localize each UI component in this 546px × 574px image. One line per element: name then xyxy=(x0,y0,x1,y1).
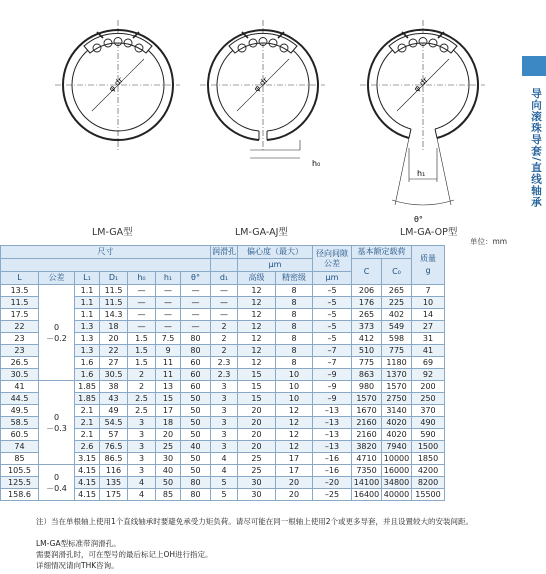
table-cell: 590 xyxy=(412,429,445,441)
table-cell: 2.6 xyxy=(75,441,100,453)
table-cell: 15 xyxy=(238,369,276,381)
table-cell: 1500 xyxy=(412,441,445,453)
table-cell: 3140 xyxy=(382,405,412,417)
table-cell: 12 xyxy=(238,333,276,345)
table-cell: 20 xyxy=(276,477,313,489)
table-cell: 12 xyxy=(276,417,313,429)
table-cell: 20 xyxy=(238,441,276,453)
table-cell: — xyxy=(181,309,211,321)
table-cell: 1.3 xyxy=(75,333,100,345)
table-cell: 4020 xyxy=(382,429,412,441)
table-cell: 1.1 xyxy=(75,297,100,309)
table-cell: 11.5 xyxy=(100,297,128,309)
table-cell: 200 xyxy=(412,381,445,393)
table-cell: 598 xyxy=(382,333,412,345)
table-cell: 1.5 xyxy=(128,345,156,357)
table-cell: 510 xyxy=(352,345,382,357)
table-cell: 490 xyxy=(412,417,445,429)
table-cell: 2.1 xyxy=(75,405,100,417)
table-cell: 57 xyxy=(100,429,128,441)
table-cell: 4710 xyxy=(352,453,382,465)
table-cell: 2750 xyxy=(382,393,412,405)
table-cell: –13 xyxy=(313,417,352,429)
table-cell: 13.5 xyxy=(1,285,39,297)
table-cell: — xyxy=(128,309,156,321)
table-cell: 25 xyxy=(238,465,276,477)
table-cell: 1.1 xyxy=(75,285,100,297)
table-cell: 74 xyxy=(1,441,39,453)
table-cell: 23 xyxy=(1,333,39,345)
table-cell: 9 xyxy=(156,345,181,357)
table-cell: 1370 xyxy=(382,369,412,381)
table-cell: 44.5 xyxy=(1,393,39,405)
table-cell: 2160 xyxy=(352,417,382,429)
table-cell: 3 xyxy=(211,393,238,405)
table-cell: 4.15 xyxy=(75,477,100,489)
spec-table-body xyxy=(1,285,445,501)
table-cell: 60 xyxy=(181,369,211,381)
section-tab-marker xyxy=(522,56,546,76)
table-cell: 49.5 xyxy=(1,405,39,417)
table-cell: 125.5 xyxy=(1,477,39,489)
table-cell: 3 xyxy=(128,441,156,453)
header-dimensions: 尺寸 xyxy=(1,246,211,259)
table-cell: 2.3 xyxy=(211,357,238,369)
diagram-lm-ga xyxy=(55,20,180,150)
table-cell: 12 xyxy=(276,429,313,441)
table-cell: 13 xyxy=(156,381,181,393)
table-cell: 49 xyxy=(100,405,128,417)
table-cell: 40 xyxy=(156,465,181,477)
diagram-theta-label: θ° xyxy=(414,215,423,224)
svg-text:φ dr: φ dr xyxy=(412,75,430,94)
table-cell: 1.6 xyxy=(75,369,100,381)
table-cell: 265 xyxy=(352,309,382,321)
table-cell: 14100 xyxy=(352,477,382,489)
table-cell: 2.5 xyxy=(128,405,156,417)
table-cell: 8 xyxy=(276,309,313,321)
table-cell: — xyxy=(156,321,181,333)
table-cell: 60 xyxy=(181,381,211,393)
table-cell: 25 xyxy=(156,441,181,453)
table-cell: 41 xyxy=(412,345,445,357)
header-clearance: 径向间隙公差 xyxy=(313,246,352,272)
table-cell: 2.1 xyxy=(75,429,100,441)
table-cell: 116 xyxy=(100,465,128,477)
table-cell: 863 xyxy=(352,369,382,381)
table-cell: 86.5 xyxy=(100,453,128,465)
side-title: 导向滚珠导套/直线轴承 xyxy=(530,88,542,208)
table-cell: 175 xyxy=(100,489,128,501)
table-cell: 3 xyxy=(211,417,238,429)
table-cell: 30.5 xyxy=(1,369,39,381)
diagram-h0-label: h₀ xyxy=(312,159,321,168)
table-cell: 2 xyxy=(128,369,156,381)
spec-table: 尺寸 润滑孔 偏心度（最大） 径向间隙公差 基本额定载荷 质量 g μm C C₀ L 公差 L₁ D₁ h₀ h₁ θ° d₁ 高级 精密级 μm 13.5 0 －0.2 1.1 11.5 — — — — 12 8 –5 206 265 7 11.5 1.1 11.5 — — — — 12 8 –5 176 225 10 17.5 1.1 14.3 — — — — 12 8 –5 265 402 14 22 1.3 18 — — — 2 12 8 –5 373 549 27 23 1.3 20 1.5 7.5 80 2 12 8 –5 412 598 31 23 1.3 22 1.5 9 80 2 12 8 –7 510 775 41 26.5 1.6 27 1.5 11 60 2.3 12 8 –7 775 1180 69 30.5 1.6 30.5 2 11 60 2.3 15 10 –9 863 1370 92 41 0 －0.3 1.85 38 2 13 60 3 15 10 –9 980 1570 200 44.5 1.85 43 2.5 15 50 3 15 10 –9 1570 2750 250 49.5 2.1 49 2.5 17 50 3 20 12 –13 1670 3140 370 58.5 2.1 54.5 3 18 50 3 20 12 –13 2160 4020 490 60.5 2.1 57 3 20 50 3 20 12 –13 2160 4020 590 74 2.6 76.5 3 25 40 3 20 12 –13 3820 7940 1500 85 3.15 86.5 3 30 50 4 25 17 –16 4710 10000 1850 105.5 0 －0.4 4.15 116 3 40 50 4 25 17 –16 7350 16000 4200 125.5 4.15 135 4 50 80 5 30 20 –20 14100 34800 8200 158.6 4.15 175 4 85 80 5 30 20 –25 16400 40000 15500 xyxy=(0,245,445,501)
table-cell: — xyxy=(156,309,181,321)
table-cell: 250 xyxy=(412,393,445,405)
table-cell: 12 xyxy=(238,321,276,333)
table-cell: 10 xyxy=(276,369,313,381)
table-cell: 30 xyxy=(238,477,276,489)
table-cell: 26.5 xyxy=(1,357,39,369)
table-cell: 80 xyxy=(181,477,211,489)
table-cell: –13 xyxy=(313,429,352,441)
table-cell: –7 xyxy=(313,357,352,369)
table-cell: 20 xyxy=(238,417,276,429)
table-cell: 8200 xyxy=(412,477,445,489)
table-cell: 22 xyxy=(1,321,39,333)
table-cell: 50 xyxy=(181,405,211,417)
table-cell: — xyxy=(128,297,156,309)
table-cell: 3 xyxy=(128,465,156,477)
table-cell: 41 xyxy=(1,381,39,393)
table-cell: 158.6 xyxy=(1,489,39,501)
table-cell: 3 xyxy=(128,429,156,441)
table-cell: 412 xyxy=(352,333,382,345)
table-cell: 12 xyxy=(238,345,276,357)
header-eccentricity: 偏心度（最大） xyxy=(238,246,313,259)
table-cell: — xyxy=(181,285,211,297)
table-cell: 7 xyxy=(412,285,445,297)
header-load-rating: 基本额定载荷 xyxy=(352,246,412,259)
table-cell: 4.15 xyxy=(75,489,100,501)
table-cell: 80 xyxy=(181,333,211,345)
note-1: LM-GA型标准带润滑孔。 xyxy=(36,539,121,548)
header-lube-hole: 润滑孔 xyxy=(211,246,238,259)
table-cell: 54.5 xyxy=(100,417,128,429)
diagram-lm-ga-aj xyxy=(200,20,325,168)
header-clearance-unit: μm xyxy=(313,272,352,285)
table-cell: 3820 xyxy=(352,441,382,453)
table-cell: 17 xyxy=(276,465,313,477)
table-cell: 8 xyxy=(276,345,313,357)
table-cell: 1570 xyxy=(382,381,412,393)
table-cell: 7350 xyxy=(352,465,382,477)
table-cell: –13 xyxy=(313,405,352,417)
table-cell: 22 xyxy=(100,345,128,357)
table-cell: 1.5 xyxy=(128,333,156,345)
table-cell: 20 xyxy=(238,429,276,441)
table-cell: 16000 xyxy=(382,465,412,477)
table-cell: — xyxy=(128,321,156,333)
table-cell: 4020 xyxy=(382,417,412,429)
note-0: 注）当在单根轴上使用1个直线轴承时要避免承受力矩负荷。请尽可能在同一根轴上使用2个或更多导套，并且设置较大的安装间距。 xyxy=(36,517,474,526)
caption-lm-ga-aj: LM-GA-AJ型 xyxy=(235,227,288,238)
table-cell: 206 xyxy=(352,285,382,297)
table-cell: 25 xyxy=(238,453,276,465)
note-2: 需要润滑孔时，可在型号的最后标记上OH进行指定。 xyxy=(36,550,213,559)
header-ecc-unit: μm xyxy=(238,259,313,272)
table-cell: 8 xyxy=(276,357,313,369)
diagram-lm-ga-op xyxy=(360,20,485,224)
table-cell: 12 xyxy=(238,357,276,369)
table-cell: 58.5 xyxy=(1,417,39,429)
table-cell: 8 xyxy=(276,285,313,297)
table-cell: 34800 xyxy=(382,477,412,489)
table-cell: 105.5 xyxy=(1,465,39,477)
table-cell: 11.5 xyxy=(100,285,128,297)
table-cell: 76.5 xyxy=(100,441,128,453)
table-cell: 92 xyxy=(412,369,445,381)
table-cell: 10000 xyxy=(382,453,412,465)
table-cell: — xyxy=(156,297,181,309)
table-cell: 38 xyxy=(100,381,128,393)
table-cell: 50 xyxy=(181,429,211,441)
table-cell: 373 xyxy=(352,321,382,333)
table-cell: — xyxy=(211,309,238,321)
table-cell: 50 xyxy=(181,465,211,477)
table-cell: 30 xyxy=(238,489,276,501)
table-cell: 18 xyxy=(100,321,128,333)
table-cell: –9 xyxy=(313,381,352,393)
table-cell: 8 xyxy=(276,333,313,345)
table-cell: 1.85 xyxy=(75,381,100,393)
unit-label: 单位：mm xyxy=(470,237,508,246)
diagram-h1-label: h₁ xyxy=(417,169,426,178)
tolerance-cell: 0 －0.3 xyxy=(39,381,75,465)
table-cell: 1.3 xyxy=(75,321,100,333)
table-cell: 80 xyxy=(181,345,211,357)
table-cell: 402 xyxy=(382,309,412,321)
table-cell: 60 xyxy=(181,357,211,369)
table-cell: –9 xyxy=(313,369,352,381)
table-cell: 2 xyxy=(128,381,156,393)
table-cell: 27 xyxy=(412,321,445,333)
table-cell: 11.5 xyxy=(1,297,39,309)
table-cell: 4 xyxy=(128,489,156,501)
table-cell: 4.15 xyxy=(75,465,100,477)
table-cell: 10 xyxy=(276,381,313,393)
table-cell: — xyxy=(181,321,211,333)
table-cell: 27 xyxy=(100,357,128,369)
table-cell: 20 xyxy=(276,489,313,501)
table-cell: — xyxy=(181,297,211,309)
svg-text:φ dr: φ dr xyxy=(252,75,270,94)
table-cell: 10 xyxy=(276,393,313,405)
table-cell: 7.5 xyxy=(156,333,181,345)
table-cell: 3 xyxy=(211,441,238,453)
table-cell: 2 xyxy=(211,345,238,357)
table-cell: 980 xyxy=(352,381,382,393)
table-cell: –20 xyxy=(313,477,352,489)
table-cell: 15 xyxy=(238,393,276,405)
note-3: 详细情况请向THK咨询。 xyxy=(36,561,119,570)
caption-lm-ga-op: LM-GA-OP型 xyxy=(400,227,458,238)
table-cell: 12 xyxy=(276,405,313,417)
table-cell: 10 xyxy=(412,297,445,309)
table-cell: — xyxy=(128,285,156,297)
caption-lm-ga: LM-GA型 xyxy=(92,227,133,238)
table-cell: 8 xyxy=(276,321,313,333)
tolerance-cell: 0 －0.2 xyxy=(39,285,75,381)
table-cell: 85 xyxy=(156,489,181,501)
table-cell: 20 xyxy=(156,429,181,441)
table-cell: 549 xyxy=(382,321,412,333)
table-cell: 50 xyxy=(181,393,211,405)
table-cell: 16400 xyxy=(352,489,382,501)
table-cell: 20 xyxy=(238,405,276,417)
table-cell: 2 xyxy=(211,321,238,333)
table-cell: 17.5 xyxy=(1,309,39,321)
table-cell: 4 xyxy=(211,453,238,465)
table-cell: 1850 xyxy=(412,453,445,465)
table-cell: 50 xyxy=(181,417,211,429)
table-cell: 17 xyxy=(276,453,313,465)
bearing-diagrams xyxy=(0,0,520,230)
table-cell: 225 xyxy=(382,297,412,309)
table-cell: 3.15 xyxy=(75,453,100,465)
table-cell: 40 xyxy=(181,441,211,453)
table-cell: 5 xyxy=(211,489,238,501)
table-row xyxy=(1,465,445,477)
table-cell: 1.6 xyxy=(75,357,100,369)
table-cell: 80 xyxy=(181,489,211,501)
table-cell: –5 xyxy=(313,297,352,309)
table-cell: 3 xyxy=(128,417,156,429)
table-cell: –16 xyxy=(313,465,352,477)
table-cell: –5 xyxy=(313,333,352,345)
table-cell: 4200 xyxy=(412,465,445,477)
diagram-dr-label: φ dr xyxy=(107,75,125,94)
table-cell: 12 xyxy=(238,297,276,309)
table-cell: –9 xyxy=(313,393,352,405)
table-cell: 14.3 xyxy=(100,309,128,321)
table-cell: 18 xyxy=(156,417,181,429)
table-cell: 50 xyxy=(156,477,181,489)
table-cell: 176 xyxy=(352,297,382,309)
table-row xyxy=(1,381,445,393)
table-cell: — xyxy=(211,297,238,309)
table-cell: 69 xyxy=(412,357,445,369)
table-cell: 775 xyxy=(382,345,412,357)
table-cell: 4 xyxy=(211,465,238,477)
table-cell: 3 xyxy=(211,381,238,393)
table-cell: 775 xyxy=(352,357,382,369)
table-cell: 7940 xyxy=(382,441,412,453)
table-cell: 12 xyxy=(276,441,313,453)
table-cell: 11 xyxy=(156,357,181,369)
table-cell: –7 xyxy=(313,345,352,357)
table-cell: –25 xyxy=(313,489,352,501)
table-cell: 2160 xyxy=(352,429,382,441)
table-cell: –5 xyxy=(313,309,352,321)
table-cell: — xyxy=(156,285,181,297)
table-cell: 2.5 xyxy=(128,393,156,405)
table-cell: 1570 xyxy=(352,393,382,405)
table-cell: 4 xyxy=(128,477,156,489)
table-row xyxy=(1,285,445,297)
table-cell: 15 xyxy=(156,393,181,405)
table-cell: 40000 xyxy=(382,489,412,501)
table-cell: –5 xyxy=(313,285,352,297)
table-cell: 370 xyxy=(412,405,445,417)
table-cell: 8 xyxy=(276,297,313,309)
table-cell: 15500 xyxy=(412,489,445,501)
table-cell: 11 xyxy=(156,369,181,381)
table-cell: 1.1 xyxy=(75,309,100,321)
table-cell: 30.5 xyxy=(100,369,128,381)
header-mass: 质量 g xyxy=(412,246,445,285)
table-cell: 60.5 xyxy=(1,429,39,441)
table-cell: 1.85 xyxy=(75,393,100,405)
table-cell: 1.5 xyxy=(128,357,156,369)
table-cell: 31 xyxy=(412,333,445,345)
table-cell: 30 xyxy=(156,453,181,465)
table-cell: 1180 xyxy=(382,357,412,369)
table-cell: 2 xyxy=(211,333,238,345)
table-cell: –16 xyxy=(313,453,352,465)
table-cell: 3 xyxy=(211,429,238,441)
table-cell: 20 xyxy=(100,333,128,345)
table-cell: 135 xyxy=(100,477,128,489)
table-cell: 3 xyxy=(211,405,238,417)
table-cell: –5 xyxy=(313,321,352,333)
table-cell: 50 xyxy=(181,453,211,465)
table-cell: –13 xyxy=(313,441,352,453)
table-cell: 85 xyxy=(1,453,39,465)
table-cell: 15 xyxy=(238,381,276,393)
table-cell: 12 xyxy=(238,285,276,297)
table-cell: 2.1 xyxy=(75,417,100,429)
table-cell: 2.3 xyxy=(211,369,238,381)
table-cell: — xyxy=(211,285,238,297)
table-cell: 1.3 xyxy=(75,345,100,357)
tolerance-cell: 0 －0.4 xyxy=(39,465,75,501)
table-cell: 265 xyxy=(382,285,412,297)
table-cell: 12 xyxy=(238,309,276,321)
table-cell: 23 xyxy=(1,345,39,357)
table-cell: 17 xyxy=(156,405,181,417)
table-cell: 14 xyxy=(412,309,445,321)
table-cell: 1670 xyxy=(352,405,382,417)
table-cell: 3 xyxy=(128,453,156,465)
table-cell: 43 xyxy=(100,393,128,405)
table-cell: 5 xyxy=(211,477,238,489)
